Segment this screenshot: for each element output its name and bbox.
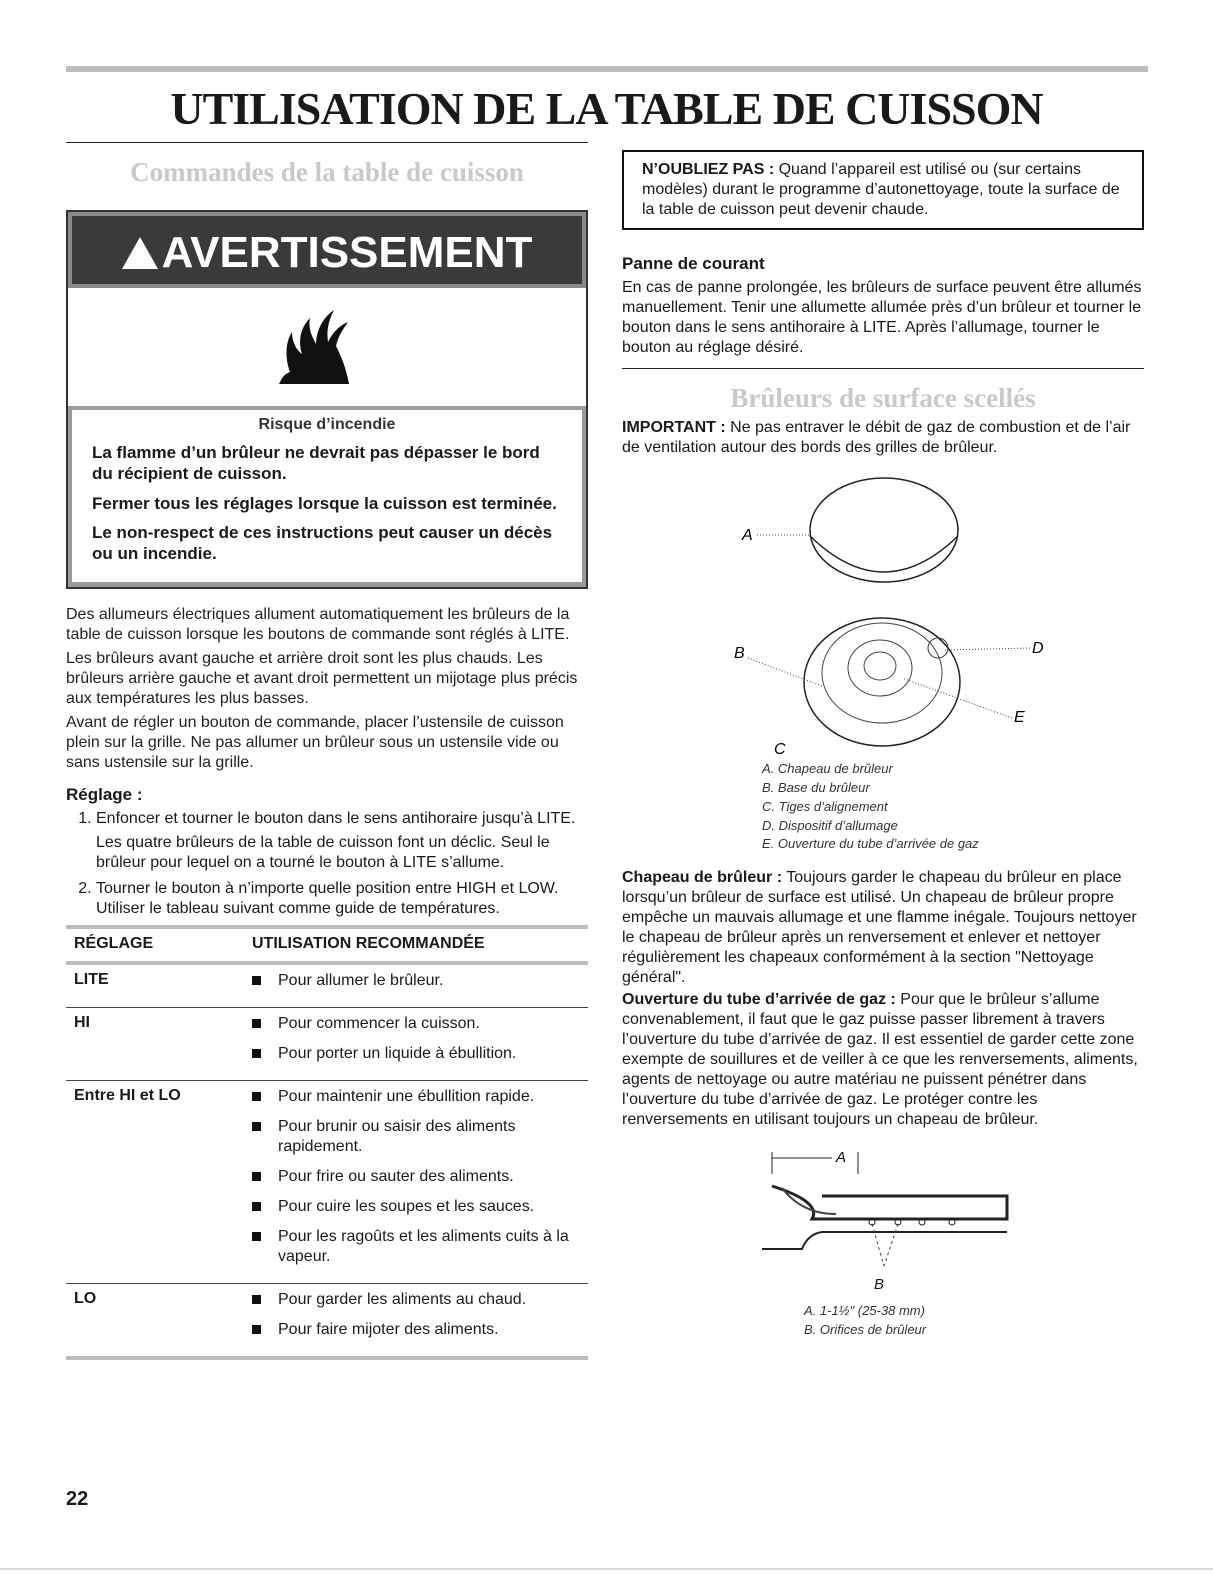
important-text — [622, 418, 1144, 458]
caption: B. Base du brûleur — [762, 779, 870, 795]
setting-cell: LO — [66, 1284, 244, 1359]
label-d: D — [1032, 640, 1044, 657]
label-c: C — [774, 741, 786, 758]
chapeau-label: Chapeau de brûleur : — [622, 869, 783, 887]
warning-line: La flamme d’un brûleur ne devrait pas dépasser le bord du récipient de cuisson. — [92, 443, 540, 484]
step-text: 1. Enfoncer et tourner le bouton dans le sens antihoraire jusqu’à LITE. — [96, 810, 576, 828]
reminder-label: N’OUBLIEZ PAS : — [642, 161, 775, 178]
fire-icon — [274, 308, 354, 388]
label-a2: A — [836, 1149, 847, 1167]
important-label: IMPORTANT : — [622, 419, 726, 436]
table-header: RÉGLAGE — [66, 927, 244, 963]
orifice-figure — [622, 1144, 1144, 1294]
label-b: B — [734, 645, 745, 662]
setting-cell: LITE — [66, 963, 244, 1008]
warning-text — [68, 410, 586, 587]
caption: C. Tiges d’alignement — [762, 798, 888, 814]
use-item: Pour porter un liquide à ébullition. — [252, 1044, 588, 1064]
burner-captions — [762, 760, 1144, 854]
step-text: 2. Tourner le bouton à n’importe quelle position entre HIGH et LOW. Utiliser le tableau suivant comme guide de températures. — [96, 880, 559, 918]
use-item: Pour garder les aliments au chaud. — [252, 1290, 588, 1310]
label-a: A — [742, 527, 753, 544]
caption: D. Dispositif d’allumage — [762, 817, 898, 833]
orifice-captions — [804, 1302, 1144, 1340]
reminder-box — [622, 150, 1144, 230]
bottom-rule — [0, 1568, 1213, 1570]
step-subtext: Les quatre brûleurs de la table de cuisson font un déclic. Seul le brûleur pour lequel on a tourné le bouton à LITE s’allume. — [96, 834, 550, 872]
warning-triangle-icon — [122, 237, 158, 269]
steps-list — [66, 809, 588, 919]
use-item: Pour frire ou sauter des aliments. — [252, 1167, 588, 1187]
section-title-bruleurs: Brûleurs de surface scellés — [730, 383, 1036, 413]
intro-text — [66, 605, 588, 773]
use-item: Pour les ragoûts et les aliments cuits à la vapeur. — [252, 1227, 588, 1267]
use-item: Pour faire mijoter des aliments. — [252, 1320, 588, 1340]
burner-base-shape — [804, 618, 960, 746]
settings-table — [66, 925, 588, 1360]
warning-header: AVERTISSEMENT — [68, 212, 586, 288]
burner-diagram — [622, 468, 1144, 758]
label-e: E — [1014, 709, 1025, 726]
warning-line: Le non-respect de ces instructions peut causer un décès ou un incendie. — [92, 522, 553, 563]
caption: B. Orifices de brûleur — [804, 1322, 927, 1338]
reminder-text: Quand l’appareil est utilisé ou (sur certains modèles) durant le programme d’autonettoyage, toute la surface de la table de cuisson peut devenir chaude. — [642, 161, 1120, 218]
page-number: 22 — [66, 1488, 89, 1510]
paragraph: Des allumeurs électriques allument automatiquement les brûleurs de la table de cuisson lorsque les boutons de commande sont réglés à LITE. — [66, 606, 570, 644]
section-rule — [622, 368, 1144, 369]
top-rule — [66, 66, 1148, 72]
burner-cap-shape — [810, 478, 958, 582]
section-rule — [66, 142, 588, 143]
setting-cell: HI — [66, 1008, 244, 1081]
table-row — [66, 963, 588, 1008]
fire-hazard-area — [68, 288, 586, 410]
step-item — [96, 809, 588, 873]
setting-cell: Entre HI et LO — [66, 1081, 244, 1284]
reglage-heading: Réglage : — [66, 785, 143, 805]
use-item: Pour allumer le brûleur. — [252, 971, 588, 991]
panne-heading: Panne de courant — [622, 254, 765, 273]
use-item: Pour commencer la cuisson. — [252, 1014, 588, 1034]
ouverture-label: Ouverture du tube d’arrivée de gaz : — [622, 991, 896, 1009]
section-title-commandes: Commandes de la table de cuisson — [130, 157, 524, 187]
table-row — [66, 1008, 588, 1081]
ouverture-paragraph — [622, 990, 1144, 1130]
caption: A. 1-1½" (25-38 mm) — [804, 1303, 925, 1319]
label-b2: B — [874, 1276, 885, 1294]
use-item: Pour brunir ou saisir des aliments rapidement. — [252, 1117, 588, 1157]
important-body: Ne pas entraver le débit de gaz de combustion et de l’air de ventilation autour des bords des grilles de brûleur. — [622, 419, 1131, 456]
warning-line: Fermer tous les réglages lorsque la cuisson est terminée. — [92, 493, 557, 513]
warning-box — [66, 210, 588, 589]
page-title: UTILISATION DE LA TABLE DE CUISSON — [170, 83, 1043, 134]
warning-risk: Risque d’incendie — [258, 416, 396, 433]
use-item: Pour cuire les soupes et les sauces. — [252, 1197, 588, 1217]
paragraph: Les brûleurs avant gauche et arrière droit sont les plus chauds. Les brûleurs arrière gauche et avant droit permettent un mijotage plus précis aux températures les plus basses. — [66, 650, 578, 708]
orifice-diagram — [622, 1144, 1144, 1274]
left-column — [66, 142, 588, 1360]
table-row — [66, 1284, 588, 1359]
ouverture-text: Pour que le brûleur s’allume convenablement, il faut que le gaz puisse passer librement à travers l’ouverture du tube d’arrivée de gaz. Il est essentiel de garder cette zone exempte de souillures et de veiller à ce que les renversements, aliments, agents de nettoyage ou autre matériau ne puissent pénétrer dans l’ouverture du tube d’arrivée de gaz. Le protéger contre les renversements en utilisant toujours un chapeau de brûleur. — [622, 991, 1138, 1129]
use-item: Pour maintenir une ébullition rapide. — [252, 1087, 588, 1107]
chapeau-text: Toujours garder le chapeau du brûleur en place lorsqu’un brûleur de surface est utilisé. Un chapeau de brûleur propre empêche un mauvais allumage et une flamme inégale. Toujours nettoyer le chapeau de brûleur après un renversement et enlever et nettoyer régulièrement les chapeaux conformément à la section "Nettoyage général". — [622, 869, 1137, 987]
caption: A. Chapeau de brûleur — [762, 761, 893, 776]
caption: E. Ouverture du tube d’arrivée de gaz — [762, 836, 979, 852]
table-header: UTILISATION RECOMMANDÉE — [244, 927, 588, 963]
chapeau-paragraph — [622, 868, 1144, 988]
burner-figure — [622, 468, 1144, 758]
paragraph: Avant de régler un bouton de commande, placer l’ustensile de cuisson plein sur la grille. Ne pas allumer un brûleur sous un ustensile vide ou sans ustensile sur la grille. — [66, 714, 564, 772]
right-column — [622, 150, 1144, 1340]
step-item — [96, 879, 588, 919]
panne-text: En cas de panne prolongée, les brûleurs de surface peuvent être allumés manuellement. Tenir une allumette allumée près d’un brûleur et tourner le bouton dans le sens antihoraire à LITE. Après l’allumage, tourner le bouton au réglage désiré. — [622, 279, 1142, 356]
table-row — [66, 1081, 588, 1284]
